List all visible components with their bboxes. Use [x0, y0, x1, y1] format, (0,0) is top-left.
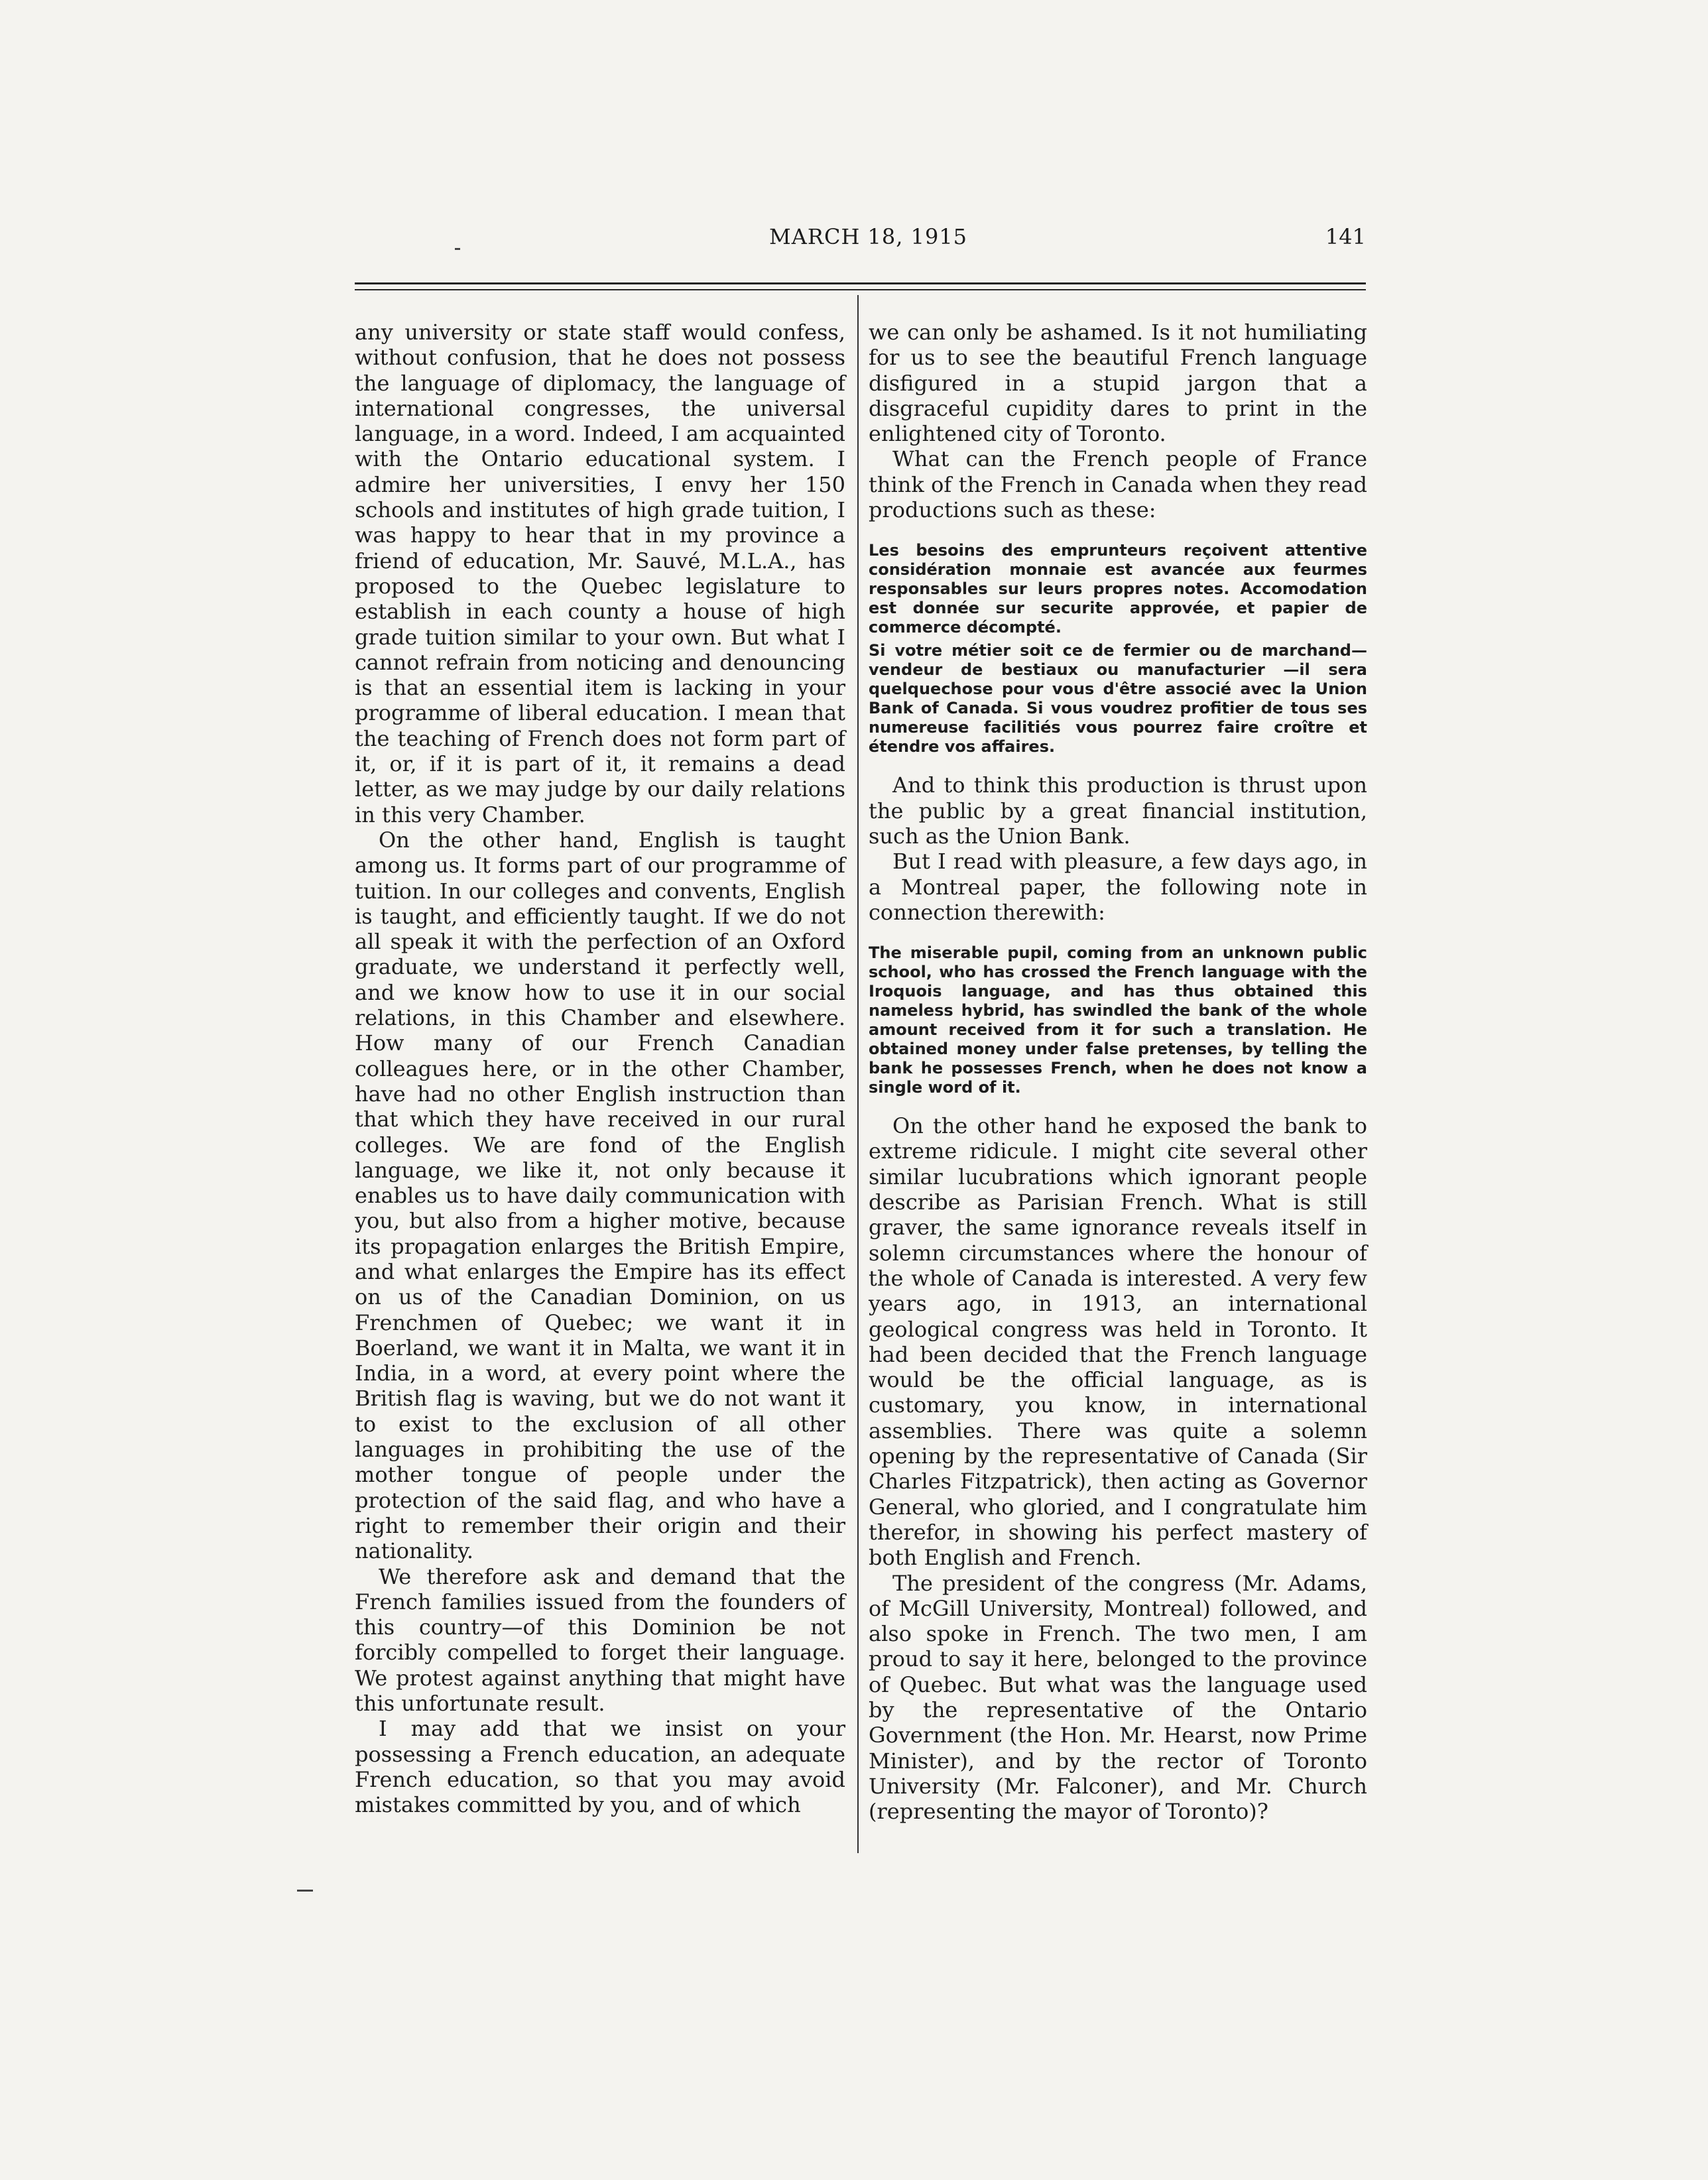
margin-mark: [297, 1890, 313, 1892]
paragraph: On the other hand he exposed the bank to extreme ridicule. I might cite several other similar lucubrations which ignorant people describe as Parisian French. What is still graver, the same ignorance reveals itself in solemn circumstances where the honour of the whole of Canada is interested. A very few years ago, in 1913, an international geological congress was held in Toronto. It had been decided that the French language would be the official language, as is customary, you know, in international assemblies. There was quite a solemn opening by the representative of Canada (Sir Charles Fitzpatrick), then acting as Governor General, who gloried, and I congratulate him therefor, in showing his perfect mastery of both English and French.: [869, 1113, 1367, 1571]
quote-paragraph: Si votre métier soit ce de fermier ou de marchand—vendeur de bestiaux ou manufacturier —il sera quelquechose pour vous d'être associé avec la Union Bank of Canada. Si vous voudrez profitier de tous ses numereuse facilitiés vous pourrez faire croître et étendre vos affaires.: [869, 641, 1367, 757]
page-header: [358, 224, 1366, 257]
left-column: [355, 320, 845, 1818]
column-divider: [857, 295, 859, 1853]
quote-paragraph: Les besoins des emprunteurs reçoivent attentive considération monnaie est avancée aux feurmes responsables sur leurs propres notes. Accomodation est donnée sur securite approvée, et papier de commerce décompté.: [869, 541, 1367, 637]
header-rule-top: [355, 282, 1366, 284]
paragraph: On the other hand, English is taught among us. It forms part of our programme of tuition. In our colleges and convents, English is taught, and efficiently taught. If we do not all speak it with the perfection of an Oxford graduate, we understand it perfectly well, and we know how to use it in our social relations, in this Chamber and elsewhere. How many of our French Canadian colleagues here, or in the other Chamber, have had no other English instruction than that which they have received in our rural colleges. We are fond of the English language, we like it, not only because it enables us to have daily communication with you, but also from a higher motive, because its propagation enlarges the British Empire, and what enlarges the Empire has its effect on us of the Canadian Dominion, on us Frenchmen of Quebec; we want it in Boerland, we want it in Malta, we want it in India, in a word, at every point where the British flag is waving, but we do not want it to exist to the exclusion of all other languages in prohibiting the use of the mother tongue of people under the protection of the said flag, and who have a right to remember their origin and their nationality.: [355, 827, 845, 1564]
right-column: [869, 320, 1367, 1824]
paragraph: What can the French people of France think of the French in Canada when they read productions such as these:: [869, 446, 1367, 523]
newspaper-note-quote: [869, 943, 1367, 1097]
paragraph: I may add that we insist on your possessing a French education, an adequate French education, so that you may avoid mistakes committed by you, and of which: [355, 1716, 845, 1818]
paragraph: any university or state staff would confess, without confusion, that he does not possess the language of diplomacy, the language of international congresses, the universal language, in a word. Indeed, I am acquainted with the Ontario educational system. I admire her universities, I envy her 150 schools and institutes of high grade tuition, I was happy to hear that in my province a friend of education, Mr. Sauvé, M.L.A., has proposed to the Quebec legislature to establish in each county a house of high grade tuition similar to your own. But what I cannot refrain from noticing and denouncing is that an essential item is lacking in your programme of liberal education. I mean that the teaching of French does not form part of it, or, if it is part of it, it remains a dead letter, as we may judge by our daily relations in this very Chamber.: [355, 320, 845, 827]
bank-advertisement-quote: [869, 541, 1367, 757]
paragraph: we can only be ashamed. Is it not humiliating for us to see the beautiful French language disfigured in a stupid jargon that a disgraceful cupidity dares to print in the enlightened city of Toronto.: [869, 320, 1367, 447]
stray-mark: [455, 248, 460, 250]
paragraph: We therefore ask and demand that the French families issued from the founders of this country—of this Dominion be not forcibly compelled to forget their language. We protest against anything that might have this unfortunate result.: [355, 1563, 845, 1717]
paragraph: And to think this production is thrust upon the public by a great financial institution, such as the Union Bank.: [869, 772, 1367, 849]
paragraph: But I read with pleasure, a few days ago, in a Montreal paper, the following note in connection therewith:: [869, 849, 1367, 925]
paragraph: The president of the congress (Mr. Adams, of McGill University, Montreal) followed, and also spoke in French. The two men, I am proud to say it here, belonged to the province of Quebec. But what was the language used by the representative of the Ontario Government (the Hon. Mr. Hearst, now Prime Minister), and by the rector of Toronto University (Mr. Falconer), and Mr. Church (representing the mayor of Toronto)?: [869, 1570, 1367, 1825]
page-number: 141: [1325, 224, 1366, 249]
quote-paragraph: The miserable pupil, coming from an unknown public school, who has crossed the French language with the Iroquois language, and has thus obtained this nameless hybrid, has swindled the bank of the whole amount received from it for such a translation. He obtained money under false pretenses, by telling the bank he possesses French, when he does not know a single word of it.: [869, 943, 1367, 1097]
header-rule-bottom: [355, 289, 1366, 290]
page-date: MARCH 18, 1915: [769, 224, 968, 249]
